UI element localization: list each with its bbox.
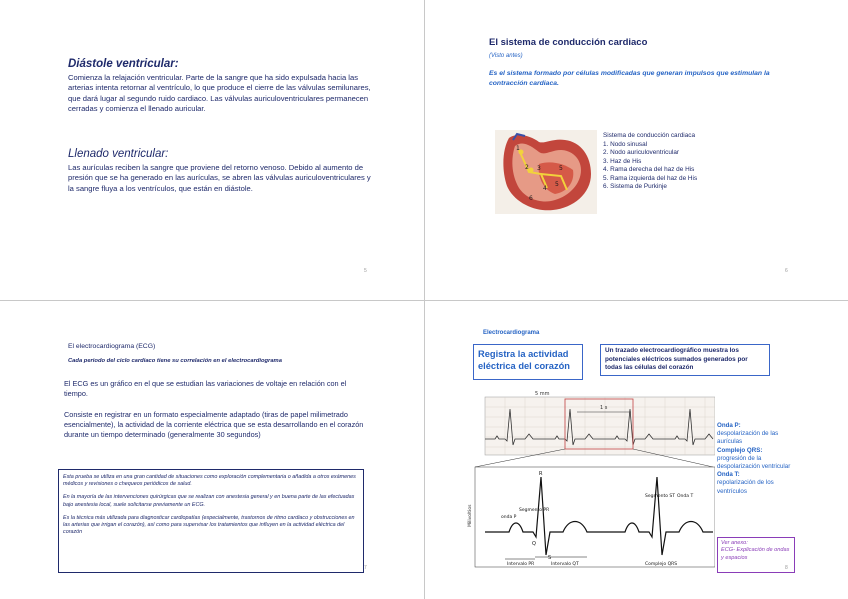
ecg-scale-label: 5 mm [535, 391, 550, 397]
info-box-p3: Es la técnica más utilizada para diagnosticar cardiopatías (especialmente, trastornos de ritmo cardiaco y obstrucciones en las arterias que irrigan el corazón), así como para supervisar los tratamientos que influyen en la actividad eléctrica del corazón [63, 514, 355, 536]
slide-7 [0, 301, 424, 599]
list-item: 3. Haz de His [603, 157, 642, 165]
slide-8 [425, 301, 848, 599]
slide-6 [425, 0, 848, 300]
wave-qrs-desc: progresión de la despolarización ventricular [717, 454, 791, 471]
info-box-p1: Esta prueba se utiliza en una gran cantidad de situaciones como exploración complementaria o añadida a otros exámenes médicos y revisiones o chequeos periódicos de salud. [63, 474, 356, 488]
para-ecg-definition: El ECG es un gráfico en el que se estudian las variaciones de voltaje en relación con el tiempo. [64, 379, 347, 399]
slide-title: Electrocardiograma [483, 330, 540, 336]
para-ecg-registro: Consiste en registrar en un formato especialmente adaptado (tiras de papel milimetrado esencialmente), la actividad de la corriente eléctrica que se esta desarrollando en el corazón durante un tiempo determinado (generalmente 30 segundos) [64, 410, 364, 440]
list-item: 1. Nodo sinusal [603, 140, 648, 148]
slide-subtitle: Cada periodo del ciclo cardiaco tiene su correlación en el electrocardiograma [68, 358, 282, 364]
ecg-interval-label: 1 s [600, 405, 608, 411]
heart-label-6: 6 [529, 195, 533, 202]
box-trazado: Un trazado electrocardiográfico muestra los potenciales eléctricos sumados generados por todas las células del corazón [600, 344, 770, 376]
slide-title: El electrocardiograma (ECG) [68, 343, 156, 350]
ecg-label-complejo-qrs: Complejo QRS [645, 562, 678, 567]
heart-label-5b: 5 [555, 181, 559, 188]
ecg-diagram [465, 387, 715, 575]
ecg-label-intervalo-qt: Intervalo QT [551, 562, 579, 567]
annex-text: ECG- Explicación de ondas y espacios [721, 547, 790, 561]
page-number: 6 [785, 268, 788, 274]
list-title: Sistema de conducción cardiaca [603, 132, 696, 139]
text-diastole: Comienza la relajación ventricular. Parte de la sangre que ha sido expulsada hacia las arterias intenta retornar al ventrículo, lo que produce el cierre de las válvulas semilunares, que dará lugar al segundo ruido cardiaco. Las válvulas auriculoventriculares permanecen cerradas y comienza el llenado auricular. [68, 73, 371, 114]
wave-descriptions [717, 422, 799, 496]
page-number: 7 [364, 565, 367, 571]
ecg-label-segmento-st: Segmento ST [645, 494, 676, 499]
slide-subtitle: (Visto antes) [489, 53, 523, 59]
wave-p-desc: despolarización de las aurículas [717, 430, 779, 446]
info-box [58, 469, 364, 573]
heart-label-3: 3 [537, 165, 541, 172]
conduction-list [603, 132, 697, 192]
list-item: 6. Sistema de Purkinje [603, 183, 667, 190]
heart-label-5a: 5 [559, 165, 563, 172]
wave-t-desc: repolarización de los ventrículos [717, 479, 774, 495]
ecg-label-intervalo-pr: Intervalo PR [507, 562, 535, 567]
list-item: 2. Nodo auriculoventricular [603, 149, 680, 156]
annex-title: Ver anexo: [721, 540, 748, 546]
annex-box[interactable] [717, 537, 795, 573]
ecg-label-onda-t: Onda T [677, 494, 694, 499]
slide-description: Es el sistema formado por células modificadas que generan impulsos que estimulan la contracción cardiaca. [489, 70, 770, 87]
slide-5 [0, 0, 424, 300]
wave-p-name: Onda P: [717, 422, 741, 429]
ecg-label-q: Q [532, 541, 536, 547]
page-number: 5 [364, 268, 367, 274]
list-item: 4. Rama derecha del haz de His [603, 166, 695, 173]
slide-title: El sistema de conducción cardiaco [489, 37, 648, 48]
box-registra: Registra la actividad eléctrica del corazón [473, 344, 583, 380]
ecg-ylabel: Milivoltios [468, 504, 473, 527]
list-item: 5. Rama izquierda del haz de His [603, 174, 698, 182]
info-box-p2: En la mayoría de las intervenciones quirúrgicas que se realizan con anestesia general y en buena parte de las efectuadas bajo anestesia local, suele solicitarse previamente un ECG. [63, 494, 355, 508]
ecg-label-r: R [539, 471, 543, 477]
heading-llenado: Llenado ventricular: [68, 148, 169, 160]
heart-conduction-image [495, 130, 597, 214]
heart-label-4: 4 [543, 185, 547, 192]
wave-qrs-name: Complejo QRS: [717, 446, 763, 454]
ecg-label-onda-p: onda P [501, 515, 517, 520]
text-llenado: Las aurículas reciben la sangre que proviene del retorno venoso. Debido al aumento de presión que se ha generado en las aurículas, se abren las válvulas auriculoventriculares y la sangre fluya a los ventrículos, que están en diástole. [68, 163, 371, 193]
wave-t-name: Onda T: [717, 471, 740, 479]
ecg-label-segmento-pr: Segmento PR [519, 508, 550, 513]
page-number: 8 [785, 565, 788, 571]
heading-diastole: Diástole ventricular: [68, 58, 179, 70]
heart-label-2: 2 [525, 164, 529, 171]
heart-label-1: 1 [516, 145, 520, 152]
ecg-label-s: S [548, 555, 552, 561]
